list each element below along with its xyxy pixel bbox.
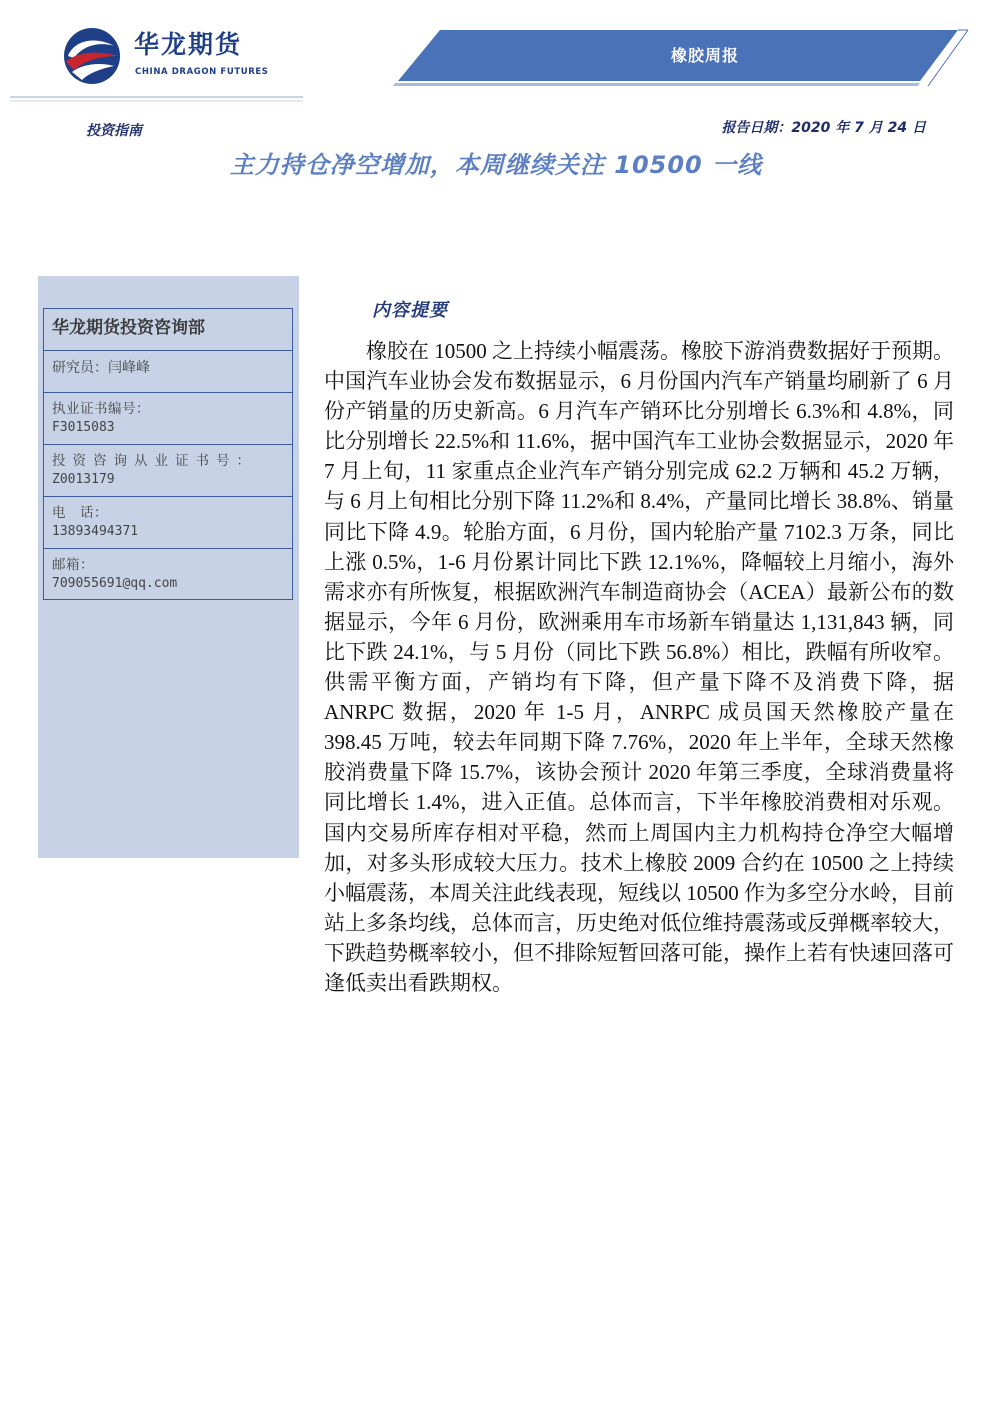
analyst-info-box	[43, 308, 293, 600]
summary-heading: 内容提要	[372, 300, 448, 321]
consult-license-block	[44, 445, 292, 497]
phone-label: 电 话：	[52, 505, 108, 521]
china-dragon-logo-icon	[62, 26, 122, 86]
page-title: 主力持仓净空增加，本周继续关注 10500 一线	[229, 151, 763, 179]
email-label: 邮箱：	[52, 557, 94, 573]
consult-value: Z0013179	[52, 472, 115, 487]
consult-label: 投资咨询从业证书号：	[52, 453, 257, 469]
report-date: 报告日期：2020 年 7 月 24 日	[721, 120, 926, 136]
phone-block	[44, 497, 292, 549]
department-name: 华龙期货投资咨询部	[44, 309, 292, 351]
summary-body: 橡胶在 10500 之上持续小幅震荡。橡胶下游消费数据好于预期。中国汽车业协会发布数据显示，6 月份国内汽车产销量均刷新了 6 月份产销量的历史新高。6 月汽车产销环比分别增长 6.3%和 4.8%，同比分别增长 22.5%和 11.6%，据中国汽车工业协会数据显示，2020 年 7 月上旬，11 家重点企业汽车产销分别完成 62.2 万辆和 45.2 万辆，与 6 月上旬相比分别下降 11.2%和 8.4%，产量同比增长 38.8%、销量同比下降 4.9。轮胎方面，6 月份，国内轮胎产量 7102.3 万条，同比上涨 0.5%，1-6 月份累计同比下跌 12.1%%，降幅较上月缩小，海外需求亦有所恢复，根据欧洲汽车制造商协会（ACEA）最新公布的数据显示，今年 6 月份，欧洲乘用车市场新车销量达 1,131,843 辆，同比下跌 24.1%，与 5 月份（同比下跌 56.8%）相比，跌幅有所收窄。供需平衡方面，产销均有下降，但产量下降不及消费下降，据 ANRPC 数据，2020 年 1-5 月，ANRPC 成员国天然橡胶产量在 398.45 万吨，较去年同期下降 7.76%，2020 年上半年，全球天然橡胶消费量下降 15.7%，该协会预计 2020 年第三季度，全球消费量将同比增长 1.4%，进入正值。总体而言，下半年橡胶消费相对乐观。国内交易所库存相对平稳，然而上周国内主力机构持仓净空大幅增加，对多头形成较大压力。技术上橡胶 2009 合约在 10500 之上持续小幅震荡，本周关注此线表现，短线以 10500 作为多空分水岭，目前站上多条均线，总体而言，历史绝对低位维持震荡或反弹概率较大，下跌趋势概率较小，但不排除短暂回落可能，操作上若有快速回落可逢低卖出看跌期权。	[324, 339, 954, 995]
brand-name-cn: 华龙期货	[134, 30, 243, 59]
email-block	[44, 549, 292, 599]
license-block	[44, 393, 292, 445]
email-value[interactable]: 709055691@qq.com	[52, 576, 178, 591]
phone-value: 13893494371	[52, 524, 139, 539]
report-type-label: 橡胶周报	[670, 46, 739, 65]
brand-name-en: CHINA DRAGON FUTURES	[135, 67, 269, 77]
researcher-name: 研究员：闫峰峰	[44, 351, 292, 393]
analyst-sidebar	[38, 276, 299, 858]
license-value: F3015083	[52, 420, 115, 435]
section-tag: 投资指南	[86, 123, 142, 139]
license-label: 执业证书编号：	[52, 401, 150, 417]
